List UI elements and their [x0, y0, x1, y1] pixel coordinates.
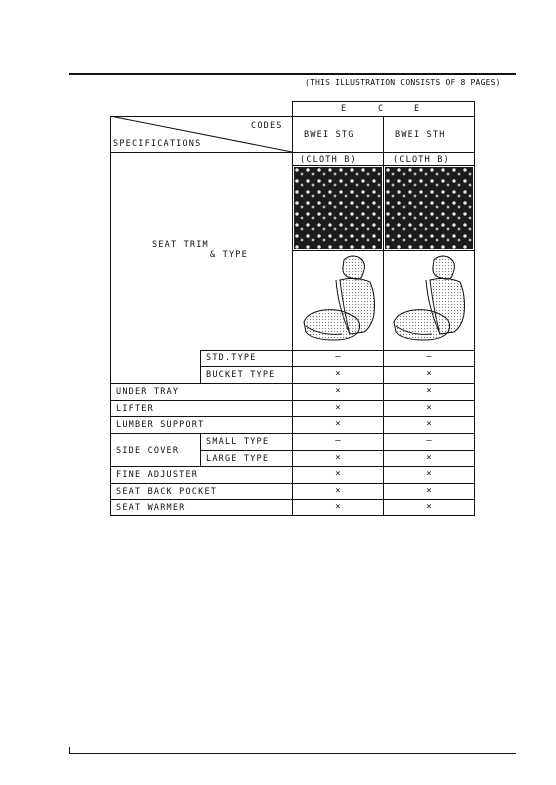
col2-code: BWEI STH	[395, 130, 446, 140]
grid-line	[110, 499, 475, 500]
seat-trim-label-type: & TYPE	[210, 250, 248, 260]
cell-mark: ×	[335, 386, 341, 396]
seat-icon	[300, 252, 380, 346]
grid-line	[110, 400, 475, 401]
cell-mark: ×	[335, 502, 341, 512]
bottom-rule	[69, 753, 516, 754]
cell-mark: –	[426, 436, 432, 446]
grid-line	[110, 466, 475, 467]
cell-mark: ×	[335, 453, 341, 463]
row-label-seat-warmer: SEAT WARMER	[116, 503, 186, 513]
codes-label: CODES	[251, 121, 283, 131]
grid-line	[200, 450, 475, 451]
grid-line	[292, 101, 475, 102]
cell-mark: ×	[426, 502, 432, 512]
cloth-swatch-icon	[294, 167, 382, 249]
col1-trim: (CLOTH B)	[300, 155, 357, 165]
grid-line	[383, 116, 384, 516]
row-label-lifter: LIFTER	[116, 404, 154, 414]
row-label-large-type: LARGE TYPE	[206, 454, 270, 464]
specifications-label: SPECIFICATIONS	[113, 139, 202, 149]
ece-letter-e: E	[414, 104, 421, 114]
bottom-rule-tick	[69, 747, 70, 754]
grid-line	[292, 101, 293, 516]
grid-line	[110, 416, 475, 417]
cell-mark: ×	[426, 369, 432, 379]
grid-line	[474, 101, 475, 516]
col2-trim: (CLOTH B)	[393, 155, 450, 165]
col1-code: BWEI STG	[304, 130, 355, 140]
grid-line	[200, 350, 475, 351]
cell-mark: ×	[426, 386, 432, 396]
seat-trim-label: SEAT TRIM	[152, 240, 209, 250]
ece-letter-e: E	[341, 104, 348, 114]
cell-mark: ×	[335, 403, 341, 413]
cell-mark: ×	[335, 469, 341, 479]
cell-mark: ×	[426, 486, 432, 496]
row-label-side-cover: SIDE COVER	[116, 446, 180, 456]
row-label-seat-back-pocket: SEAT BACK POCKET	[116, 487, 218, 497]
cell-mark: ×	[335, 369, 341, 379]
cloth-swatch-icon	[385, 167, 473, 249]
grid-line	[110, 515, 475, 516]
grid-line	[110, 433, 475, 434]
cell-mark: –	[426, 352, 432, 362]
grid-line	[110, 483, 475, 484]
cell-mark: –	[335, 352, 341, 362]
row-label-fine-adjuster: FINE ADJUSTER	[116, 470, 199, 480]
grid-line	[110, 116, 111, 516]
cell-mark: ×	[426, 419, 432, 429]
cell-mark: ×	[426, 469, 432, 479]
grid-line	[200, 350, 201, 384]
grid-line	[292, 165, 475, 166]
grid-line	[200, 366, 475, 367]
seat-icon	[390, 252, 470, 346]
top-rule	[69, 73, 516, 75]
cell-mark: –	[335, 436, 341, 446]
row-label-std-type: STD.TYPE	[206, 353, 257, 363]
ece-letter-c: C	[378, 104, 385, 114]
cell-mark: ×	[335, 419, 341, 429]
page-note: (THIS ILLUSTRATION CONSISTS OF 8 PAGES)	[305, 78, 501, 87]
cell-mark: ×	[426, 403, 432, 413]
row-label-lumber-support: LUMBER SUPPORT	[116, 420, 205, 430]
row-label-under-tray: UNDER TRAY	[116, 387, 180, 397]
cell-mark: ×	[335, 486, 341, 496]
grid-line	[292, 250, 475, 251]
row-label-small-type: SMALL TYPE	[206, 437, 270, 447]
cell-mark: ×	[426, 453, 432, 463]
grid-line	[110, 383, 475, 384]
row-label-bucket-type: BUCKET TYPE	[206, 370, 276, 380]
